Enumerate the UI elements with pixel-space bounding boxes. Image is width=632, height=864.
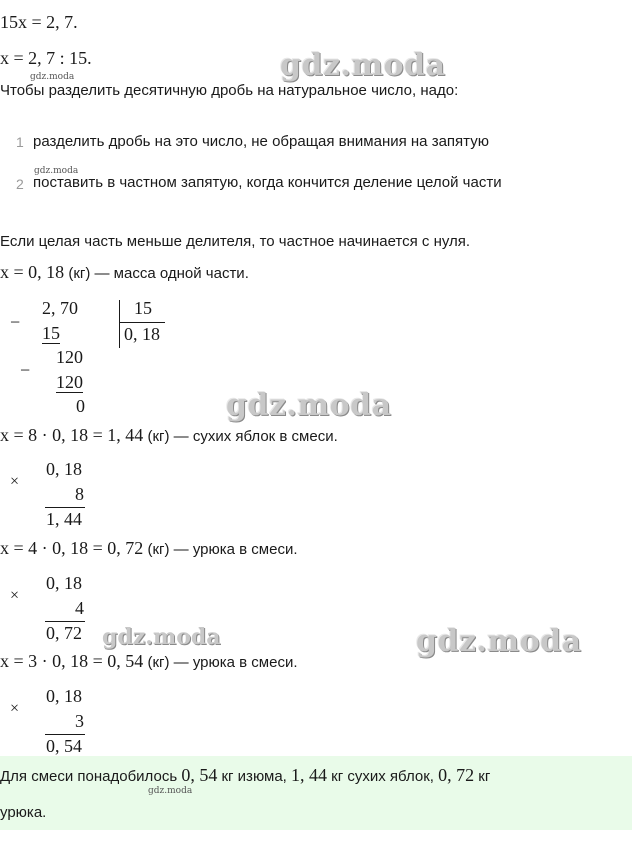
watermark: gdz.moda	[102, 624, 221, 650]
calc-apples-text: (кг) — сухих яблок в смеси.	[143, 428, 338, 445]
equation-1: 15x = 2, 7.	[0, 12, 78, 32]
calc-apples-line	[0, 425, 338, 446]
mult3-sign: ×	[10, 700, 20, 717]
mult1-factor-a: 0, 18	[46, 459, 82, 479]
calc-apricot-math-2: x = 3 · 0, 18 = 0, 54	[0, 651, 144, 671]
answer-text: кг сухих яблок,	[327, 768, 439, 785]
division-subtrahend-1: 15	[42, 323, 60, 343]
answer-text: кг	[474, 768, 491, 785]
mult1-result-line	[45, 507, 85, 508]
watermark: gdz.moda	[280, 48, 446, 83]
answer-value-raisins: 0, 54	[181, 765, 218, 785]
answer-line-1	[0, 765, 490, 786]
step-1-text: разделить дробь на это число, не обращая внимания на запятую	[33, 133, 489, 150]
division-subtrahend-2: 120	[56, 372, 83, 392]
answer-line-2: урюка.	[0, 804, 47, 821]
mult1-factor-b: 8	[75, 484, 84, 504]
equation-2: x = 2, 7 : 15.	[0, 48, 92, 68]
division-divisor: 15	[134, 298, 152, 318]
mult3-factor-a: 0, 18	[46, 686, 82, 706]
mult2-result: 0, 72	[46, 623, 82, 643]
step-2-number: 2	[16, 176, 24, 192]
division-quotient: 0, 18	[124, 324, 160, 344]
part-mass-text: (кг) — масса одной части.	[64, 265, 249, 282]
step-1-number: 1	[16, 134, 24, 150]
mult3-result: 0, 54	[46, 736, 82, 756]
answer-block	[0, 756, 632, 830]
answer-value-apples: 1, 44	[291, 765, 328, 785]
calc-apricot-math-1: x = 4 · 0, 18 = 0, 72	[0, 538, 144, 558]
mult3-factor-b: 3	[75, 711, 84, 731]
answer-value-apricot: 0, 72	[438, 765, 475, 785]
part-mass-line	[0, 262, 249, 283]
division-remainder-1: 120	[56, 347, 83, 367]
step-2-text: поставить в частном запятую, когда кончится деление целой части	[33, 174, 502, 191]
rule-intro: Чтобы разделить десятичную дробь на натуральное число, надо:	[0, 82, 459, 99]
mult3-result-line	[45, 734, 85, 735]
division-bracket-horizontal	[119, 322, 165, 323]
mult1-sign: ×	[10, 473, 20, 490]
mult2-factor-b: 4	[75, 598, 84, 618]
mult2-sign: ×	[10, 587, 20, 604]
watermark-small: gdz.moda	[34, 166, 79, 176]
calc-apples-math: x = 8 · 0, 18 = 1, 44	[0, 425, 144, 445]
watermark-small: gdz.moda	[30, 72, 75, 82]
mult1-result: 1, 44	[46, 509, 82, 529]
answer-text: кг изюма,	[217, 768, 292, 785]
calc-apricot-line-2	[0, 651, 298, 672]
calc-apricot-text-2: (кг) — урюка в смеси.	[143, 654, 298, 671]
watermark: gdz.moda	[416, 624, 582, 659]
division-bracket-vertical	[119, 300, 120, 348]
calc-apricot-text-1: (кг) — урюка в смеси.	[143, 541, 298, 558]
watermark: gdz.moda	[226, 388, 392, 423]
zero-rule: Если целая часть меньше делителя, то частное начинается с нуля.	[0, 233, 471, 250]
watermark-small: gdz.moda	[148, 786, 193, 796]
calc-apricot-line-1	[0, 538, 298, 559]
division-minus-1: −	[10, 312, 21, 332]
division-minus-2: −	[20, 360, 31, 380]
mult2-result-line	[45, 621, 85, 622]
part-mass-math: x = 0, 18	[0, 262, 65, 282]
answer-text: Для смеси понадобилось	[0, 768, 182, 785]
division-dividend: 2, 70	[42, 298, 78, 318]
division-remainder-2: 0	[76, 396, 85, 416]
mult2-factor-a: 0, 18	[46, 573, 82, 593]
